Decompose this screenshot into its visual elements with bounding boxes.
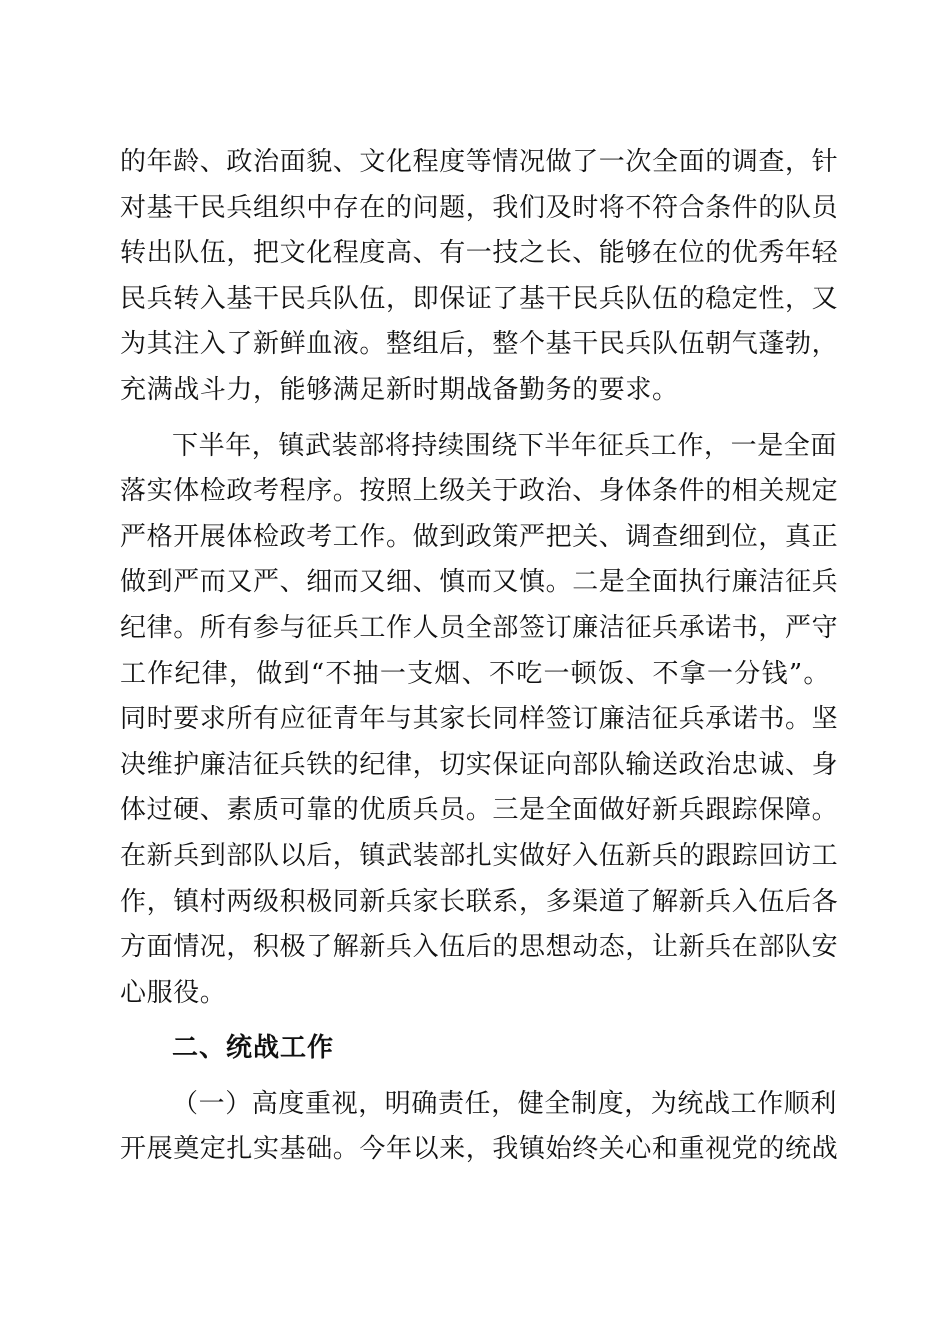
text-line: 纪律。所有参与征兵工作人员全部签订廉洁征兵承诺书，严守 (120, 612, 839, 643)
text-line: 转出队伍，把文化程度高、有一技之长、能够在位的优秀年轻 (120, 238, 839, 269)
text-line: 开展奠定扎实基础。今年以来，我镇始终关心和重视党的统战 (120, 1134, 839, 1165)
text-line: 工作纪律，做到“不抽一支烟、不吃一顿饭、不拿一分钱”。 (120, 658, 830, 689)
text-line: 同时要求所有应征青年与其家长同样签订廉洁征兵承诺书。坚 (120, 704, 839, 735)
paragraph-conscription-plan (120, 424, 839, 1017)
text-line: 的年龄、政治面貌、文化程度等情况做了一次全面的调查，针 (120, 147, 839, 177)
text-line: （一）高度重视，明确责任，健全制度，为统战工作顺利 (172, 1088, 838, 1119)
section-title: 二、统战工作 (172, 1033, 335, 1064)
section-heading (120, 1026, 830, 1072)
text-line: 落实体检政考程序。按照上级关于政治、身体条件的相关规定 (120, 476, 839, 507)
paragraph-militia-reorganization (120, 140, 839, 414)
text-line: 在新兵到部队以后，镇武装部扎实做好入伍新兵的跟踪回访工 (120, 840, 839, 871)
text-line: 对基干民兵组织中存在的问题，我们及时将不符合条件的队员 (120, 192, 839, 223)
text-line: 体过硬、素质可靠的优质兵员。三是全面做好新兵跟踪保障。 (120, 795, 839, 826)
text-line: 严格开展体检政考工作。做到政策严把关、调查细到位，真正 (120, 521, 839, 552)
text-line: 下半年，镇武装部将持续围绕下半年征兵工作，一是全面 (172, 430, 838, 461)
document-body (120, 140, 839, 1173)
text-line: 心服役。 (120, 977, 227, 1008)
text-line: 做到严而又严、细而又细、慎而又慎。二是全面执行廉洁征兵 (120, 567, 839, 598)
text-line: 民兵转入基干民兵队伍，即保证了基干民兵队伍的稳定性，又 (120, 283, 839, 314)
text-line: 决维护廉洁征兵铁的纪律，切实保证向部队输送政治忠诚、身 (120, 749, 839, 780)
paragraph-united-front (120, 1082, 839, 1173)
text-line: 方面情况，积极了解新兵入伍后的思想动态，让新兵在部队安 (120, 932, 839, 963)
text-line: 充满战斗力，能够满足新时期战备勤务的要求。 (120, 374, 679, 405)
text-line: 作，镇村两级积极同新兵家长联系，多渠道了解新兵入伍后各 (120, 886, 839, 917)
text-line: 为其注入了新鲜血液。整组后，整个基干民兵队伍朝气蓬勃， (120, 329, 839, 360)
